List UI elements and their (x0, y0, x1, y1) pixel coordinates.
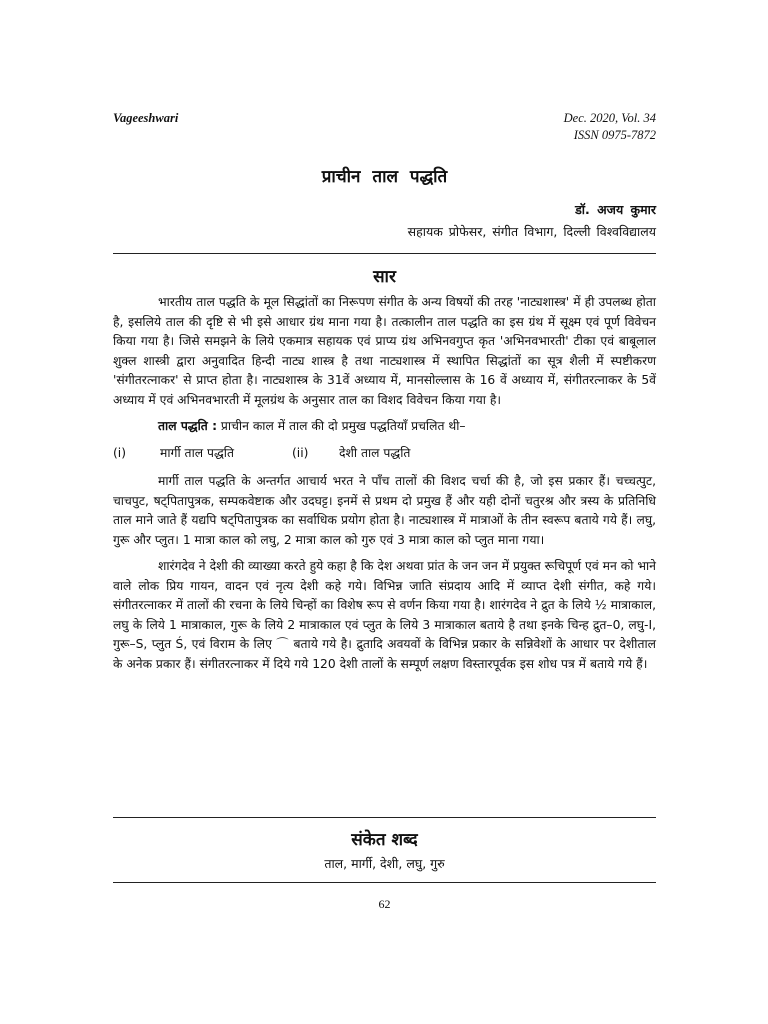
abstract-paragraph-4: शारंगदेव ने देशी की व्याख्या करते हुये कहा है कि देश अथवा प्रांत के जन जन में प्रयुक्त रूचिपूर्ण एवं मन को भाने वाले लोक प्रिय गायन, वादन एवं नृत्य देशी कहे गये। विभिन्न जाति संप्रदाय आदि में व्याप्त देशी संगीत, कहे गये। संगीतरत्नाकर में तालों की रचना के लिये चिन्हों का विशेष रूप से वर्णन किया गया है। शारंगदेव ने द्रुत के लिये ½ मात्राकाल, लघु के लिये 1 मात्राकाल, गुरू के लिये 2 मात्राकाल एवं प्लुत के लिये 3 मात्राकाल बताये है तथा इनके चिन्ह द्रुत–0, लघु-I, गुरू–S, प्लुत Ś, एवं विराम के लिए ⌒ बताये गये है। द्रुतादि अवयवों के विभिन्न प्रकार के सन्निवेशों के आधार पर देशीताल के अनेक प्रकार हैं। संगीतरत्नाकर में दिये गये 120 देशी तालों के सम्पूर्ण लक्षण विस्तारपूर्वक इस शोध पत्र में बताये गये हैं। (113, 559, 656, 671)
divider-top (113, 253, 656, 254)
list-number: (i) (113, 445, 127, 460)
divider-bottom (113, 882, 656, 883)
list-text: देशी ताल पद्धति (339, 445, 411, 460)
keywords-list: ताल, मार्गी, देशी, लघु, गुरु (324, 856, 445, 871)
abstract-body (113, 293, 656, 681)
tala-paddhati-text: प्राचीन काल में ताल की दो प्रमुख पद्धतियाँ प्रचलित थी– (217, 419, 466, 433)
author-block (113, 199, 656, 243)
list-number: (ii) (292, 445, 309, 460)
journal-name: Vageeshwari (113, 111, 179, 125)
page-number: 62 (378, 897, 391, 911)
abstract-heading: सार (373, 267, 396, 287)
list-text: मार्गी ताल पद्धति (160, 445, 234, 460)
page-header-block (113, 110, 656, 243)
list-item (113, 444, 656, 464)
issn: ISSN 0975-7872 (573, 128, 656, 142)
issue-info (564, 110, 656, 144)
tala-paddhati-label: ताल पद्धति : (158, 419, 218, 433)
author-name: डॉ. अजय कुमार (575, 202, 656, 217)
author-affiliation: सहायक प्रोफेसर, संगीत विभाग, दिल्ली विश्वविद्यालय (407, 224, 656, 239)
abstract-paragraph-3: मार्गी ताल पद्धति के अन्तर्गत आचार्य भरत ने पाँच तालों की विशद चर्चा की है, जो इस प्रकार हैं। चच्चत्पुट, चाचपुट, षट्पितापुत्रक, सम्पकवेष्टाक और उदघट्ट। इनमें से प्रथम दो प्रमुख हैं और यही दोनों चतुरश्र और त्रस्य के प्रतिनिधि ताल माने जाते हैं यद्यपि षट्पितापुत्रक का सर्वाधिक प्रयोग होता है। नाट्यशास्त्र में मात्राओं के तीन स्वरूप बताये गये हैं। लघु, गुरू और प्लुत। 1 मात्रा काल को लघु, 2 मात्रा काल को गुरु एवं 3 मात्रा काल को प्लुत माना गया। (113, 474, 656, 547)
divider-middle (113, 817, 656, 818)
issue-date-volume: Dec. 2020, Vol. 34 (563, 111, 656, 125)
article-title: प्राचीन ताल पद्धति (321, 167, 448, 187)
abstract-paragraph-1: भारतीय ताल पद्धति के मूल सिद्धांतों का निरूपण संगीत के अन्य विषयों की तरह 'नाट्यशास्त्र' में ही उपलब्ध होता है, इसलिये ताल की दृष्टि से भी इसे आधार ग्रंथ माना गया है। तत्कालीन ताल पद्धति का इस ग्रंथ में सूक्ष्म एवं पूर्ण विवेचन किया गया है। जिसे समझने के लिये एकमात्र सहायक एवं प्राप्य ग्रंथ अभिनवगुप्त कृत 'अभिनवभारती' टीका एवं बाबूलाल शुक्ल शास्त्री द्वारा अनुवादित हिन्दी नाट्य शास्त्र है तथा नाट्यशास्त्र में स्थापित सिद्धांतों का सूत्र शैली में स्पष्टीकरण 'संगीतरत्नाकर' से प्राप्त होता है। नाट्यशास्त्र के 31वें अध्याय में, मानसोल्लास के 16 वें अध्याय में, संगीतरत्नाकर के 5वें अध्याय में एवं अभिनवभारती में मूलग्रंथ के अनुसार ताल का विशद विवेचन किया गया है। (113, 295, 656, 407)
abstract-paragraph-2 (113, 417, 656, 437)
running-header (113, 110, 656, 144)
keywords-heading: संकेत शब्द (351, 830, 418, 850)
